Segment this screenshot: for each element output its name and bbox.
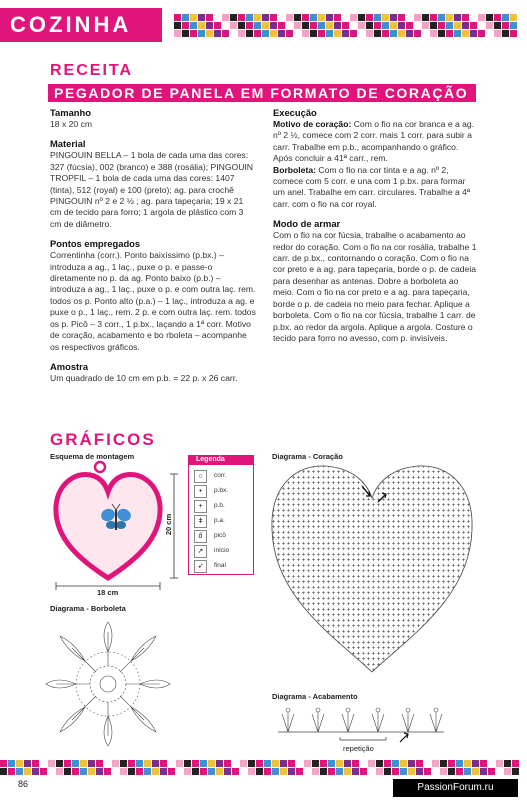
recipe-right-column [273, 107, 478, 352]
stitches-label: Pontos empregados [50, 238, 141, 250]
page-number: 86 [18, 779, 29, 789]
checker-strip-bottom [0, 760, 527, 776]
execution-label: Execução [273, 107, 317, 118]
single-crochet-icon: + [194, 500, 207, 513]
assembly-diagram [50, 460, 182, 598]
height-label: 20 cm [164, 513, 174, 536]
recipe-left-column [50, 107, 257, 392]
end-arrow-icon: ➶ [194, 560, 207, 573]
sample-text: Um quadrado de 10 cm em p.b. = 22 p. x 26 carr. [50, 372, 238, 383]
repeat-label: repetição [343, 744, 374, 753]
butterfly-diagram [38, 614, 178, 754]
assembly-label: Modo de armar [273, 218, 341, 230]
material-label: Material [50, 138, 86, 150]
recipe-heading: RECEITA [50, 62, 134, 79]
material-text: PINGOUIN BELLA – 1 bola de cada uma das cores: 327 (fúcsia), 002 (branco) e 388 (rosália); PINGOUIN TROPFIL – 1 bola de cada uma das cores: 1407 (tinta), 512 (royal) e 100 (preto); ag. para crochê PINGOUIN nº 2 e 2 ½ ; ag. para tapeçaria; 19 x 21 cm de tecido para forro; 1 argola de plástico com 3 cm de diâmetro. [50, 150, 253, 229]
width-label: 18 cm [97, 588, 119, 597]
assembly-caption: Esquema de montagem [50, 452, 135, 461]
butterfly-instructions [273, 165, 478, 211]
assembly-text: Com o fio na cor fúcsia, trabalhe o acabamento ao redor do coração. Com o fio na cor rosália, trabalhe 1 carr. de p.bx., contornando o coração. Com o fio na cor preto e a ag. para tapeçaria, borde o p. de cadeia para desenhar as antenas. Dobre a borboleta ao meio. Com o fio na cor preto e a ag. para tapeçaria, borde o p. de cadeia no meio para fechar. Aplique a borboleta. Com o fio na cor fúcsia, trabalhe 1 carr. de p.bx. ao redor da argola. Aplique a argola. Costure o tecido para forro no avesso, com p. invisíveis. [273, 230, 477, 343]
section-title: COZINHA [10, 12, 132, 37]
butterfly-lead: Borboleta: [273, 164, 316, 175]
finish-diagram-caption: Diagrama - Acabamento [272, 692, 358, 701]
hanging-ring [95, 462, 105, 472]
heart-diagram [266, 458, 478, 680]
size-value: 18 x 20 cm [50, 119, 93, 129]
size-label: Tamanho [50, 107, 91, 118]
sample-label: Amostra [50, 360, 89, 372]
slip-stitch-icon: • [194, 485, 207, 498]
stitches-text: Correntinha (corr.). Ponto baixíssimo (p.bx.) – introduza a ag., 1 laç., puxe o p. e passe-o diretamente no p. da ag. Ponto baixo (p.b.) – introduza a ag., 1 laç., puxe o p. e com outra laç. rem. todos os p. Ponto alto (p.a.) – 1 laç., introduza a ag. e puxe o p., 1 laç., rem. 2 p. e com outra laç. rem. todos os p. Picô – 3 corr., 1 p.bx., laçando a 1ª corr. Motivo de coração, acabamento e bo rboleta – acompanhe os respectivos gráficos. [50, 250, 256, 352]
heart-lead: Motivo de coração: [273, 119, 352, 129]
butterfly-text: Com o fio na cor tinta e a ag. nº 2, comece com 5 corr. e una com 1 p.bx. para formar um anel. Trabalhe em carr. circulares. Trabalhe a 4ª carr. com o fio na cor royal. [273, 164, 471, 209]
heart-text: Com o fio na cor branca e a ag. nº 2 ½, comece com 2 corr. mais 1 corr. para subir a carr. Trabalhe em p.b., acompanhando o gráfico. Após concluir a 41ª carr., rem. [273, 119, 475, 164]
heart-instructions [273, 119, 478, 165]
site-watermark: PassionForum.ru [393, 779, 518, 797]
legend-title: Legenda [196, 456, 225, 463]
checker-strip-top [174, 14, 522, 38]
heart-diagram-caption: Diagrama - Coração [272, 452, 343, 461]
picot-icon: ő [194, 530, 207, 543]
double-crochet-icon: ǂ [194, 515, 207, 528]
chain-icon: ○ [194, 470, 207, 483]
start-arrow-icon: ➚ [194, 545, 207, 558]
graficos-heading: GRÁFICOS [50, 430, 156, 449]
butterfly-diagram-caption: Diagrama - Borboleta [50, 604, 126, 613]
finish-diagram [276, 702, 446, 748]
recipe-title: PEGADOR DE PANELA EM FORMATO DE CORAÇÃO [54, 85, 469, 101]
start-arrow-icon [400, 733, 408, 742]
